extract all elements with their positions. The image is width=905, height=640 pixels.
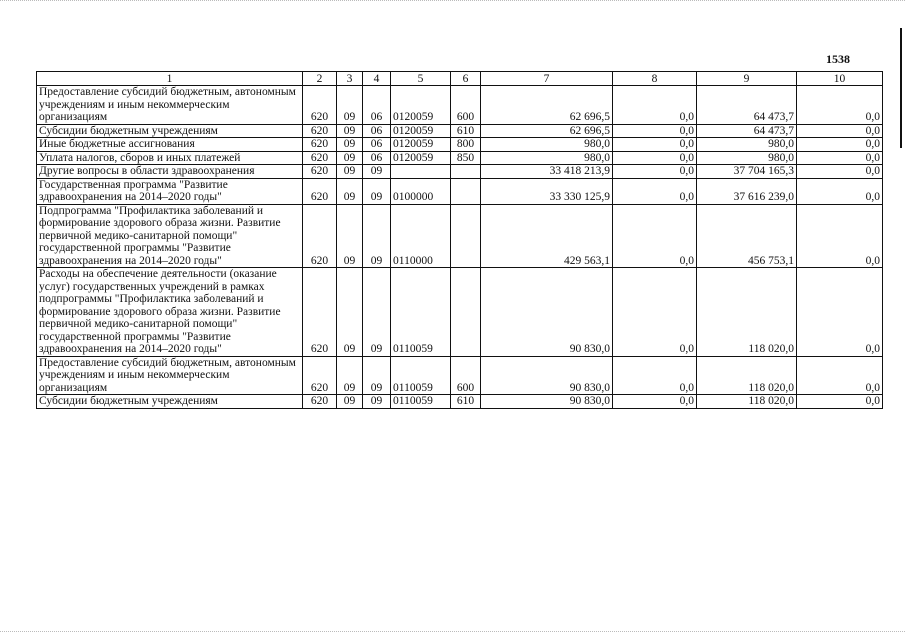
cell-pr: 09 — [363, 356, 391, 395]
col-header: 10 — [797, 72, 883, 86]
cell-grbs: 620 — [303, 124, 337, 138]
cell-pr: 09 — [363, 165, 391, 179]
cell-grbs: 620 — [303, 151, 337, 165]
cell-col10: 0,0 — [797, 86, 883, 125]
cell-col7: 90 830,0 — [481, 268, 613, 357]
cell-col9: 980,0 — [697, 138, 797, 152]
cell-grbs: 620 — [303, 395, 337, 409]
scan-artifact-top — [0, 0, 905, 5]
cell-csr: 0110059 — [391, 268, 451, 357]
cell-csr: 0120059 — [391, 138, 451, 152]
cell-col9: 64 473,7 — [697, 86, 797, 125]
cell-pr: 09 — [363, 395, 391, 409]
row-name: Субсидии бюджетным учреждениям — [37, 124, 303, 138]
cell-vr: 610 — [451, 124, 481, 138]
col-header: 3 — [337, 72, 363, 86]
cell-csr — [391, 165, 451, 179]
cell-csr: 0120059 — [391, 124, 451, 138]
cell-col9: 64 473,7 — [697, 124, 797, 138]
cell-col8: 0,0 — [613, 268, 697, 357]
cell-col7: 62 696,5 — [481, 124, 613, 138]
cell-csr: 0120059 — [391, 151, 451, 165]
cell-col10: 0,0 — [797, 395, 883, 409]
cell-rz: 09 — [337, 151, 363, 165]
row-name: Расходы на обеспечение деятельности (оказание услуг) государственных учреждений в рамках подпрограммы "Профилактика заболеваний и формирование здорового образа жизни. Развитие первичной медико-санитарной помощи" государственной программы "Развитие здравоохранения на 2014–2020 годы" — [37, 268, 303, 357]
col-header: 2 — [303, 72, 337, 86]
table-row — [37, 124, 883, 138]
cell-col9: 37 704 165,3 — [697, 165, 797, 179]
table-row — [37, 395, 883, 409]
cell-pr: 06 — [363, 86, 391, 125]
cell-col7: 90 830,0 — [481, 356, 613, 395]
row-name: Предоставление субсидий бюджетным, автономным учреждениям и иным некоммерческим организациям — [37, 356, 303, 395]
col-header: 6 — [451, 72, 481, 86]
cell-vr — [451, 204, 481, 268]
cell-csr: 0110000 — [391, 204, 451, 268]
cell-vr: 600 — [451, 356, 481, 395]
cell-vr — [451, 268, 481, 357]
cell-col8: 0,0 — [613, 395, 697, 409]
row-name: Подпрограмма "Профилактика заболеваний и формирование здорового образа жизни. Развитие первичной медико-санитарной помощи" государственной программы "Развитие здравоохранения на 2014–2020 годы" — [37, 204, 303, 268]
col-header: 8 — [613, 72, 697, 86]
cell-csr: 0100000 — [391, 178, 451, 204]
cell-col9: 118 020,0 — [697, 268, 797, 357]
cell-grbs: 620 — [303, 138, 337, 152]
cell-grbs: 620 — [303, 165, 337, 179]
cell-vr: 610 — [451, 395, 481, 409]
scan-artifact-bottom — [0, 631, 905, 634]
cell-col10: 0,0 — [797, 204, 883, 268]
cell-csr: 0110059 — [391, 395, 451, 409]
table-row — [37, 204, 883, 268]
cell-col7: 33 418 213,9 — [481, 165, 613, 179]
row-name: Государственная программа "Развитие здравоохранения на 2014–2020 годы" — [37, 178, 303, 204]
cell-col8: 0,0 — [613, 124, 697, 138]
table-row — [37, 151, 883, 165]
cell-pr: 06 — [363, 124, 391, 138]
cell-col9: 118 020,0 — [697, 356, 797, 395]
cell-csr: 0120059 — [391, 86, 451, 125]
cell-col7: 429 563,1 — [481, 204, 613, 268]
cell-col8: 0,0 — [613, 151, 697, 165]
cell-grbs: 620 — [303, 86, 337, 125]
cell-vr — [451, 165, 481, 179]
cell-rz: 09 — [337, 204, 363, 268]
cell-col10: 0,0 — [797, 178, 883, 204]
budget-table — [36, 71, 883, 409]
cell-col8: 0,0 — [613, 356, 697, 395]
cell-col8: 0,0 — [613, 204, 697, 268]
cell-col10: 0,0 — [797, 124, 883, 138]
cell-vr — [451, 178, 481, 204]
cell-col9: 37 616 239,0 — [697, 178, 797, 204]
col-header: 1 — [37, 72, 303, 86]
cell-col10: 0,0 — [797, 356, 883, 395]
cell-col8: 0,0 — [613, 138, 697, 152]
cell-pr: 09 — [363, 204, 391, 268]
cell-col8: 0,0 — [613, 86, 697, 125]
cell-col9: 118 020,0 — [697, 395, 797, 409]
header-row — [37, 72, 883, 86]
table-row — [37, 356, 883, 395]
col-header: 4 — [363, 72, 391, 86]
cell-pr: 06 — [363, 138, 391, 152]
cell-pr: 09 — [363, 268, 391, 357]
page-number: 1538 — [826, 52, 850, 66]
scan-edge-mark — [900, 28, 902, 148]
cell-grbs: 620 — [303, 204, 337, 268]
col-header: 9 — [697, 72, 797, 86]
cell-vr: 800 — [451, 138, 481, 152]
row-name: Субсидии бюджетным учреждениям — [37, 395, 303, 409]
cell-vr: 850 — [451, 151, 481, 165]
cell-csr: 0110059 — [391, 356, 451, 395]
cell-col9: 456 753,1 — [697, 204, 797, 268]
cell-col8: 0,0 — [613, 165, 697, 179]
cell-pr: 06 — [363, 151, 391, 165]
cell-col7: 33 330 125,9 — [481, 178, 613, 204]
cell-rz: 09 — [337, 138, 363, 152]
table-row — [37, 138, 883, 152]
cell-col7: 980,0 — [481, 138, 613, 152]
cell-rz: 09 — [337, 165, 363, 179]
cell-grbs: 620 — [303, 178, 337, 204]
cell-col9: 980,0 — [697, 151, 797, 165]
cell-vr: 600 — [451, 86, 481, 125]
cell-grbs: 620 — [303, 356, 337, 395]
col-header: 5 — [391, 72, 451, 86]
cell-grbs: 620 — [303, 268, 337, 357]
table-row — [37, 165, 883, 179]
cell-col10: 0,0 — [797, 165, 883, 179]
row-name: Иные бюджетные ассигнования — [37, 138, 303, 152]
row-name: Другие вопросы в области здравоохранения — [37, 165, 303, 179]
cell-col8: 0,0 — [613, 178, 697, 204]
cell-rz: 09 — [337, 268, 363, 357]
cell-col7: 62 696,5 — [481, 86, 613, 125]
cell-rz: 09 — [337, 124, 363, 138]
row-name: Уплата налогов, сборов и иных платежей — [37, 151, 303, 165]
table-row — [37, 86, 883, 125]
cell-col7: 980,0 — [481, 151, 613, 165]
cell-col10: 0,0 — [797, 151, 883, 165]
cell-rz: 09 — [337, 356, 363, 395]
cell-col10: 0,0 — [797, 268, 883, 357]
cell-rz: 09 — [337, 86, 363, 125]
cell-col7: 90 830,0 — [481, 395, 613, 409]
row-name: Предоставление субсидий бюджетным, автономным учреждениям и иным некоммерческим организациям — [37, 86, 303, 125]
table-row — [37, 178, 883, 204]
cell-rz: 09 — [337, 395, 363, 409]
cell-col10: 0,0 — [797, 138, 883, 152]
cell-rz: 09 — [337, 178, 363, 204]
col-header: 7 — [481, 72, 613, 86]
table-row — [37, 268, 883, 357]
cell-pr: 09 — [363, 178, 391, 204]
